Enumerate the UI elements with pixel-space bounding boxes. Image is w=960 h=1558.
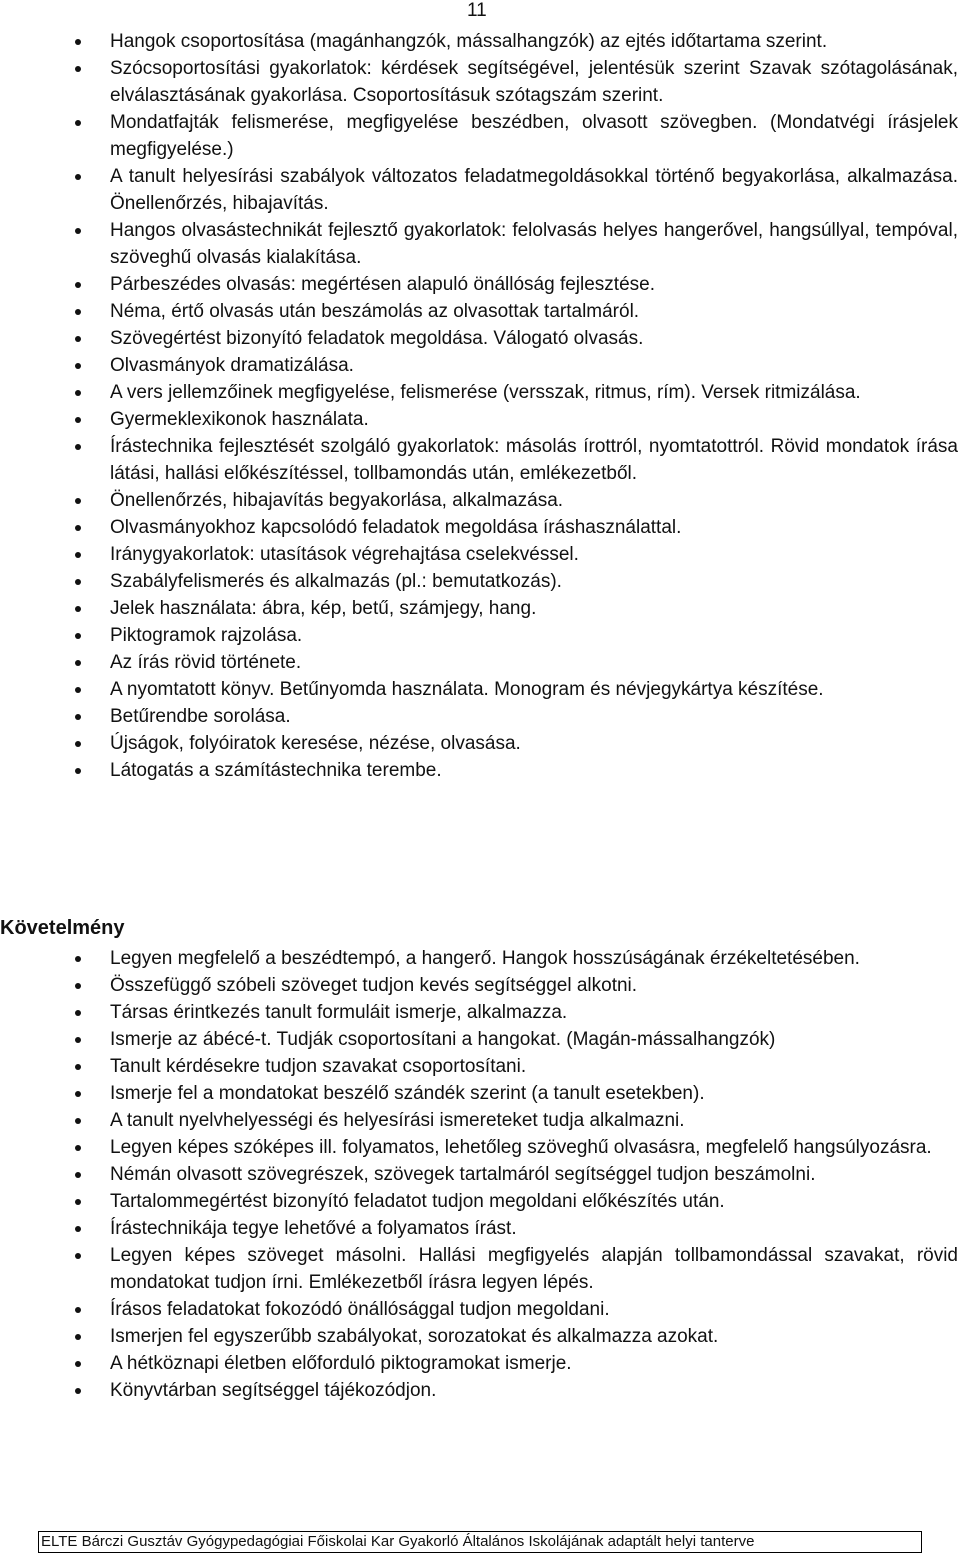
list-item-text: Legyen képes szöveget másolni. Hallási megfigyelés alapján tollbamondással szavakat, rövid mondatokat tudjon írni. Emlékezetből írásra legyen lépés. (110, 1245, 958, 1293)
list-item (0, 622, 960, 649)
list-item (0, 352, 960, 379)
list-item (0, 1026, 960, 1053)
list-item (0, 703, 960, 730)
list-item (0, 1107, 960, 1134)
list-item (0, 1080, 960, 1107)
list-item (0, 1323, 960, 1350)
list-item-text: Ismerjen fel egyszerűbb szabályokat, sorozatokat és alkalmazza azokat. (110, 1326, 719, 1347)
list-item (0, 1350, 960, 1377)
bullet-icon (75, 39, 81, 45)
activities-list (0, 28, 960, 784)
list-item (0, 109, 960, 163)
list-item-text: Látogatás a számítástechnika terembe. (110, 760, 442, 781)
list-item-text: Írástechnikája tegye lehetővé a folyamatos írást. (110, 1218, 517, 1239)
section-heading-kovetelmeny: Követelmény (0, 917, 125, 939)
list-item-text: Párbeszédes olvasás: megértésen alapuló önállóság fejlesztése. (110, 274, 655, 295)
list-item (0, 217, 960, 271)
bullet-icon (75, 1064, 81, 1070)
list-item (0, 487, 960, 514)
list-item-text: A vers jellemzőinek megfigyelése, felismerése (versszak, ritmus, rím). Versek ritmizálása. (110, 382, 861, 403)
bullet-icon (75, 1091, 81, 1097)
bullet-icon (75, 1118, 81, 1124)
list-item (0, 1296, 960, 1323)
bullet-icon (75, 633, 81, 639)
list-item (0, 1377, 960, 1404)
list-item (0, 1242, 960, 1296)
list-item-text: Írásos feladatokat fokozódó önállósággal tudjon megoldani. (110, 1299, 610, 1320)
list-item-text: Mondatfajták felismerése, megfigyelése beszédben, olvasott szövegben. (Mondatvégi írásjelek megfigyelése.) (110, 112, 958, 160)
list-item (0, 298, 960, 325)
bullet-icon (75, 768, 81, 774)
bullet-icon (75, 552, 81, 558)
list-item-text: Tanult kérdésekre tudjon szavakat csoportosítani. (110, 1056, 527, 1077)
bullet-icon (75, 1307, 81, 1313)
list-item (0, 55, 960, 109)
list-item (0, 945, 960, 972)
list-item-text: Olvasmányok dramatizálása. (110, 355, 354, 376)
list-item (0, 595, 960, 622)
bullet-icon (75, 1388, 81, 1394)
bullet-icon (75, 983, 81, 989)
list-item-text: Írástechnika fejlesztését szolgáló gyakorlatok: másolás írottról, nyomtatottról. Rövid mondatok írása látási, hallási előkészítéssel, tollbamondás után, emlékezetből. (110, 436, 958, 484)
list-item-text: Ismerje fel a mondatokat beszélő szándék szerint (a tanult esetekben). (110, 1083, 705, 1104)
bullet-icon (75, 363, 81, 369)
list-item-text: Szabályfelismerés és alkalmazás (pl.: bemutatkozás). (110, 571, 562, 592)
list-item (0, 972, 960, 999)
list-item-text: Betűrendbe sorolása. (110, 706, 291, 727)
list-item-text: Társas érintkezés tanult formuláit ismerje, alkalmazza. (110, 1002, 568, 1023)
list-item-text: Iránygyakorlatok: utasítások végrehajtása cselekvéssel. (110, 544, 579, 565)
list-item (0, 568, 960, 595)
bullet-icon (75, 1199, 81, 1205)
bullet-icon (75, 579, 81, 585)
list-item-text: Könyvtárban segítséggel tájékozódjon. (110, 1380, 437, 1401)
list-item (0, 999, 960, 1026)
bullet-icon (75, 120, 81, 126)
list-item-text: Az írás rövid története. (110, 652, 302, 673)
bullet-icon (75, 714, 81, 720)
list-item-text: A nyomtatott könyv. Betűnyomda használata. Monogram és névjegykártya készítése. (110, 679, 824, 700)
list-item-text: Önellenőrzés, hibajavítás begyakorlása, alkalmazása. (110, 490, 564, 511)
page-number: 11 (467, 0, 487, 21)
bullet-icon (75, 498, 81, 504)
bullet-icon (75, 282, 81, 288)
bullet-icon (75, 1037, 81, 1043)
bullet-icon (75, 741, 81, 747)
list-item-text: Újságok, folyóiratok keresése, nézése, olvasása. (110, 733, 521, 754)
list-item (0, 730, 960, 757)
list-item (0, 1053, 960, 1080)
list-item (0, 163, 960, 217)
bullet-icon (75, 525, 81, 531)
list-item (0, 1134, 960, 1161)
list-item-text: Néma, értő olvasás után beszámolás az olvasottak tartalmáról. (110, 301, 640, 322)
bullet-icon (75, 417, 81, 423)
list-item-text: Ismerje az ábécé-t. Tudják csoportosítani a hangokat. (Magán-mássalhangzók) (110, 1029, 776, 1050)
list-item-text: Jelek használata: ábra, kép, betű, számjegy, hang. (110, 598, 537, 619)
bullet-icon (75, 1361, 81, 1367)
list-item-text: Hangos olvasástechnikát fejlesztő gyakorlatok: felolvasás helyes hangerővel, hangsúllyal, tempóval, szöveghű olvasás kialakítása. (110, 220, 958, 268)
bullet-icon (75, 1172, 81, 1178)
list-item (0, 1161, 960, 1188)
list-item (0, 541, 960, 568)
bullet-icon (75, 1253, 81, 1259)
list-item-text: Olvasmányokhoz kapcsolódó feladatok megoldása íráshasználattal. (110, 517, 682, 538)
bullet-icon (75, 390, 81, 396)
list-item (0, 325, 960, 352)
list-item (0, 757, 960, 784)
requirements-list (0, 945, 960, 1404)
list-item-text: Némán olvasott szövegrészek, szövegek tartalmáról segítséggel tudjon beszámolni. (110, 1164, 816, 1185)
bullet-icon (75, 66, 81, 72)
bullet-icon (75, 444, 81, 450)
list-item-text: Összefüggő szóbeli szöveget tudjon kevés segítséggel alkotni. (110, 975, 638, 996)
list-item (0, 28, 960, 55)
bullet-icon (75, 1145, 81, 1151)
list-item (0, 1188, 960, 1215)
list-item-text: A hétköznapi életben előforduló piktogramokat ismerje. (110, 1353, 572, 1374)
list-item-text: Gyermeklexikonok használata. (110, 409, 369, 430)
bullet-icon (75, 309, 81, 315)
bullet-icon (75, 228, 81, 234)
list-item (0, 433, 960, 487)
list-item-text: Tartalommegértést bizonyító feladatot tudjon megoldani előkészítés után. (110, 1191, 725, 1212)
bullet-icon (75, 1334, 81, 1340)
list-item (0, 676, 960, 703)
list-item-text: A tanult helyesírási szabályok változatos feladatmegoldásokkal történő begyakorlása, alkalmazása. Önellenőrzés, hibajavítás. (110, 166, 958, 214)
page-footer: ELTE Bárczi Gusztáv Gyógypedagógiai Főiskolai Kar Gyakorló Általános Iskolájának adaptált helyi tanterve (38, 1531, 922, 1553)
list-item-text: Hangok csoportosítása (magánhangzók, mássalhangzók) az ejtés időtartama szerint. (110, 31, 828, 52)
list-item (0, 379, 960, 406)
list-item-text: A tanult nyelvhelyességi és helyesírási ismereteket tudja alkalmazni. (110, 1110, 685, 1131)
list-item-text: Legyen megfelelő a beszédtempó, a hangerő. Hangok hosszúságának érzékeltetésében. (110, 948, 860, 969)
bullet-icon (75, 606, 81, 612)
list-item-text: Legyen képes szóképes ill. folyamatos, lehetőleg szöveghű olvasásra, megfelelő hangsúlyozásra. (110, 1137, 932, 1158)
list-item (0, 1215, 960, 1242)
list-item (0, 271, 960, 298)
list-item (0, 406, 960, 433)
bullet-icon (75, 336, 81, 342)
bullet-icon (75, 660, 81, 666)
bullet-icon (75, 1010, 81, 1016)
bullet-icon (75, 687, 81, 693)
list-item-text: Szövegértést bizonyító feladatok megoldása. Válogató olvasás. (110, 328, 644, 349)
list-item (0, 514, 960, 541)
bullet-icon (75, 1226, 81, 1232)
list-item (0, 649, 960, 676)
bullet-icon (75, 956, 81, 962)
bullet-icon (75, 174, 81, 180)
list-item-text: Szócsoportosítási gyakorlatok: kérdések segítségével, jelentésük szerint Szavak szótagolásának, elválasztásának gyakorlása. Csoportosításuk szótagszám szerint. (110, 58, 958, 106)
list-item-text: Piktogramok rajzolása. (110, 625, 303, 646)
